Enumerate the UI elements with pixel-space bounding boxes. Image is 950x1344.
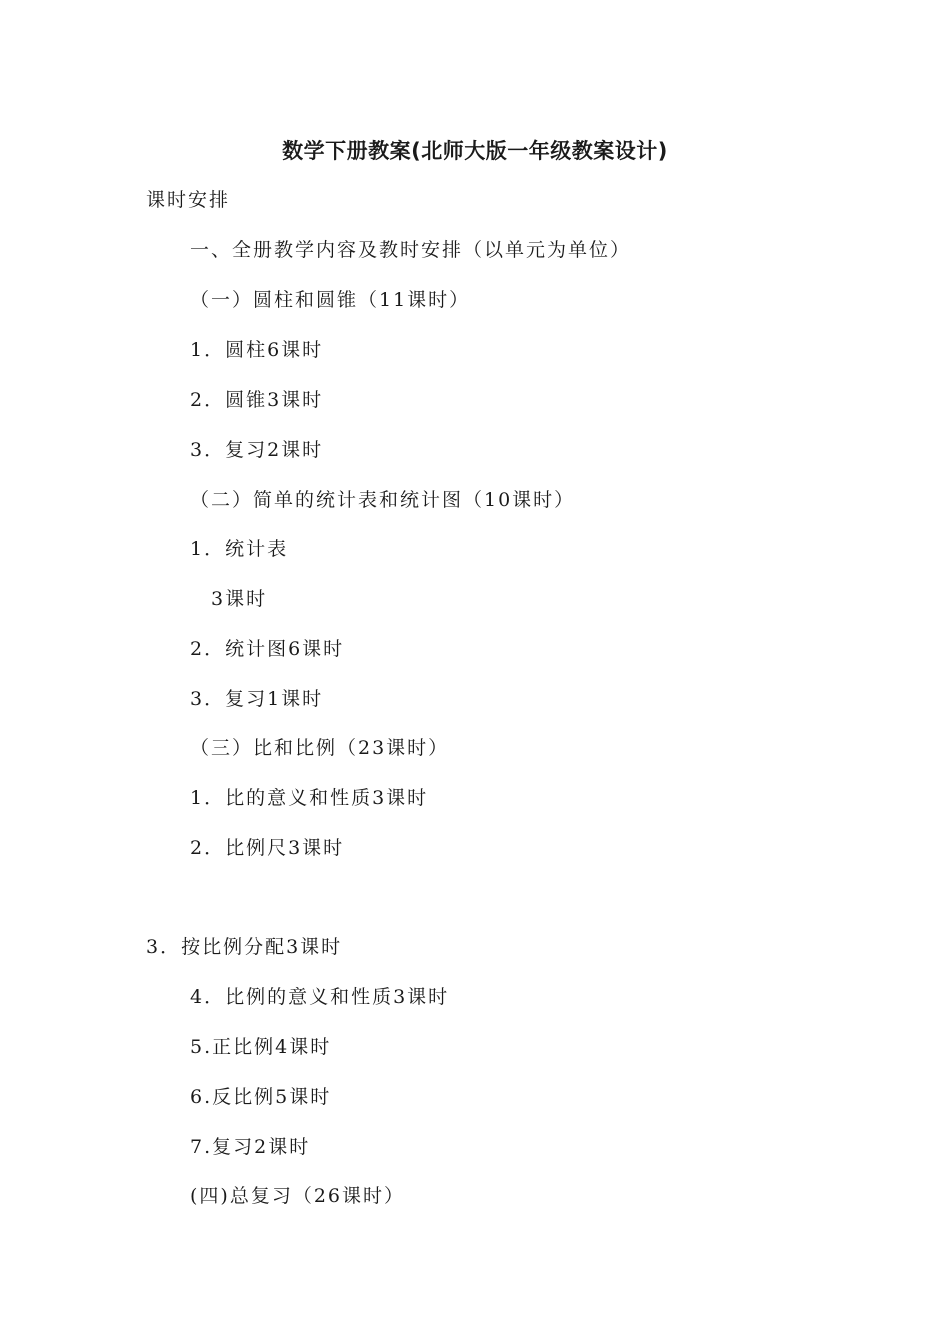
section-heading-schedule: 课时安排 (146, 189, 231, 211)
list-item: 1．比的意义和性质3课时 (190, 787, 429, 809)
list-item: 5.正比例4课时 (190, 1036, 332, 1058)
document-title: 数学下册教案(北师大版一年级教案设计) (282, 139, 668, 163)
list-item: 3．按比例分配3课时 (146, 936, 343, 958)
list-item: 6.反比例5课时 (190, 1086, 332, 1108)
list-item: 2．圆锥3课时 (190, 389, 324, 411)
list-item-continuation: 3课时 (211, 588, 268, 610)
list-item: 4．比例的意义和性质3课时 (190, 986, 450, 1008)
list-item: 1．圆柱6课时 (190, 339, 324, 361)
unit-heading-4: (四)总复习（26课时） (190, 1185, 406, 1207)
unit-heading-1: （一）圆柱和圆锥（11课时） (190, 289, 471, 311)
list-item: 2．统计图6课时 (190, 638, 345, 660)
list-item: 1．统计表 (190, 538, 289, 560)
section-heading-overview: 一、全册教学内容及教时安排（以单元为单位） (190, 239, 632, 261)
list-item: 2．比例尺3课时 (190, 837, 345, 859)
list-item: 3．复习2课时 (190, 439, 324, 461)
list-item: 3．复习1课时 (190, 688, 324, 710)
unit-heading-3: （三）比和比例（23课时） (190, 737, 450, 759)
list-item: 7.复习2课时 (190, 1136, 311, 1158)
unit-heading-2: （二）简单的统计表和统计图（10课时） (190, 489, 576, 511)
